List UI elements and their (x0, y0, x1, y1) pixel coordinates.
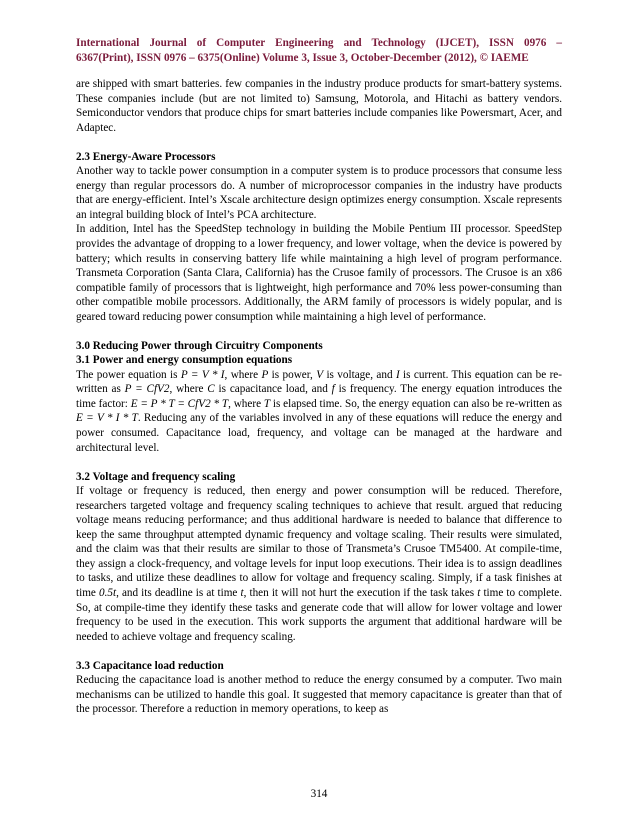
section-3-2-paragraph: If voltage or frequency is reduced, then energy and power consumption will be reduced. Therefore, researchers targeted voltage and frequency scaling techniques to achieve that result. argued that reducing voltage means reducing performance; and thus additional hardware is needed to balance that difference to keep the same throughput attempted dynamic frequency and voltage scaling. Their results were simulated, and the claim was that their results are similar to those of Transmeta’s Crusoe TM5400. At compile-time, they assign a clock-frequency, and voltage levels for input loop executions. Their idea is to assign deadlines to tasks, and utilize these deadlines to allow for voltage and frequency scaling. Simply, if a task finishes at time 0.5t, and its deadline is at time t, then it will not hurt the execution if the task takes t time to complete. So, at compile-time they identify these tasks and generate code that will allow for lower voltage and lower frequency to be used in the execution. This work supports the argument that additional hardware will be needed to achieve voltage and frequency scaling. (76, 485, 562, 643)
equation-energy: E = P * T = CfV2 * T (130, 397, 229, 410)
section-2-3-paragraph-1: Another way to tackle power consumption in a computer system is to produce processors that consume less energy than regular processors do. A number of microprocessor companies in the industry have products that are energy-efficient. Intel’s Xscale architecture design optimizes energy consumption. Xscale represents an integral building block of Intel’s PCA architecture. (76, 165, 562, 221)
section-3-2-heading: 3.2 Voltage and frequency scaling (76, 470, 236, 483)
section-3-1-heading: 3.1 Power and energy consumption equations (76, 354, 293, 367)
section-2-3-heading: 2.3 Energy-Aware Processors (76, 150, 216, 163)
journal-header-line1: International Journal of Computer Engineering and Technology (IJCET), ISSN 0976 – (76, 37, 562, 49)
section-2-3-paragraph-2: In addition, Intel has the SpeedStep technology in building the Mobile Pentium III processor. SpeedStep provides the advantage of dropping to a lower frequency, and lower voltage, when the device is powered by battery; which results in conserving battery life while maintaining a high level of program performance. Transmeta Corporation (Santa Clara, California) has the Crusoe family of processors. The Crusoe is an x86 compatible family of processors that is lightweight, high performance and 70% less power-consuming than other compatible mobile processors. Additionally, the ARM family of processors is widely popular, and is geared toward reducing power consumption while maintaining a high level of performance. (76, 223, 562, 323)
journal-header-line2: 6367(Print), ISSN 0976 – 6375(Online) Volume 3, Issue 3, October-December (2012), © IAEME (76, 51, 529, 64)
section-3-3-heading: 3.3 Capacitance load reduction (76, 659, 224, 672)
section-3-0-heading: 3.0 Reducing Power through Circuitry Components (76, 339, 323, 352)
section-3-1-paragraph: The power equation is P = V * I, where P is power, V is voltage, and I is current. This equation can be re-written as P = CfV2, where C is capacitance load, and f is frequency. The energy equation introduces the time factor: E = P * T = CfV2 * T, where T is elapsed time. So, the energy equation can also be re-written as E = V * I * T. Reducing any of the variables involved in any of these equations will reduce the energy and power consumed. Capacitance load, frequency, and voltage can be managed at the hardware and architectural level. (76, 368, 562, 454)
page-number: 314 (310, 788, 328, 800)
journal-header (76, 36, 562, 65)
equation-energy-rewritten: E = V * I * T (76, 412, 138, 425)
equation-power: P = V * I (180, 368, 225, 381)
equation-power-rewritten: P = CfV2 (124, 383, 170, 396)
section-3-3-paragraph: Reducing the capacitance load is another method to reduce the energy consumed by a computer. Two main mechanisms can be utilized to handle this goal. It suggested that memory capacitance is greater than that of the processor. Therefore a reduction in memory operations, to keep as (76, 674, 562, 716)
intro-paragraph: are shipped with smart batteries. few companies in the industry produce products for smart-battery systems. These companies include (but are not limited to) Samsung, Motorola, and Hitachi as battery vendors. Semiconductor vendors that produce chips for smart batteries include companies like Powersmart, Acer, and Adaptec. (76, 78, 562, 134)
